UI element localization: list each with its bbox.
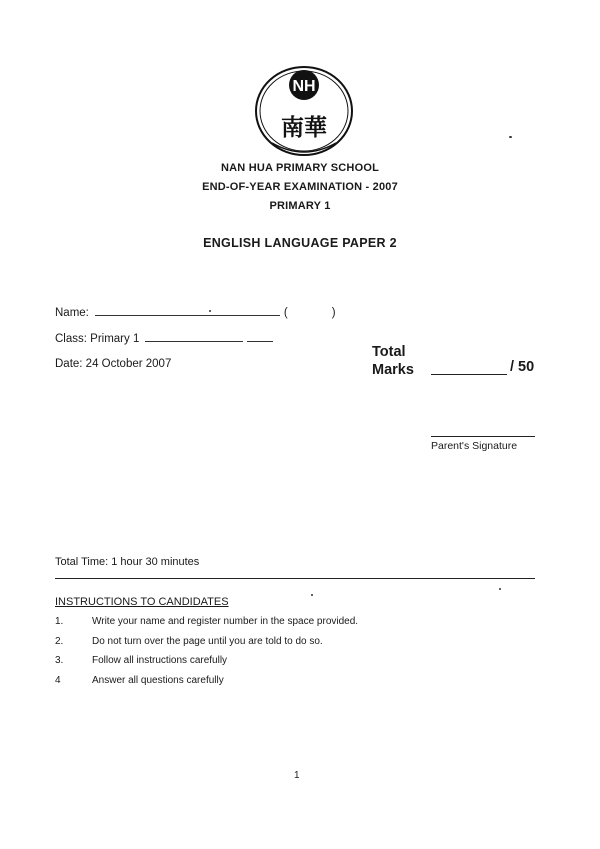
class-input-line-end[interactable] xyxy=(247,331,273,342)
instruction-text: Do not turn over the page until you are told to do so. xyxy=(92,635,323,647)
marks-label: Marks xyxy=(372,362,414,378)
signature-line[interactable] xyxy=(431,436,535,437)
instruction-number: 4 xyxy=(55,674,61,686)
paper-title: ENGLISH LANGUAGE PAPER 2 xyxy=(203,236,397,250)
instruction-text: Answer all questions carefully xyxy=(92,674,224,686)
crest-monogram: NH xyxy=(292,78,316,95)
marks-out-of: / 50 xyxy=(510,359,535,375)
register-open-paren: ( xyxy=(283,307,288,319)
crest-chinese-name: 南華 xyxy=(281,115,327,141)
scan-speck xyxy=(209,310,211,312)
name-label: Name: xyxy=(55,307,89,319)
school-crest-icon xyxy=(254,65,354,157)
instruction-number: 3. xyxy=(55,655,64,666)
name-field-row xyxy=(55,305,336,319)
scan-speck xyxy=(499,588,501,590)
total-time: Total Time: 1 hour 30 minutes xyxy=(55,556,200,568)
marks-input-line[interactable] xyxy=(431,374,507,375)
instruction-text: Follow all instructions carefully xyxy=(92,655,228,666)
scan-speck xyxy=(311,594,313,596)
instruction-text: Write your name and register number in the space provided. xyxy=(92,616,359,627)
page-number: 1 xyxy=(294,770,300,781)
class-input-line[interactable] xyxy=(145,331,243,342)
class-label: Class: Primary 1 xyxy=(55,333,140,345)
instruction-number: 1. xyxy=(55,616,64,627)
class-field-row xyxy=(55,331,273,345)
instruction-item xyxy=(55,675,535,695)
instruction-item xyxy=(55,636,535,656)
register-close-paren: ) xyxy=(331,307,336,319)
instruction-number: 2. xyxy=(55,635,64,647)
instruction-item xyxy=(55,616,535,636)
signature-label: Parent's Signature xyxy=(431,440,518,452)
grade-level: PRIMARY 1 xyxy=(269,200,331,212)
total-label: Total xyxy=(372,344,406,360)
section-divider xyxy=(55,578,535,579)
scan-speck xyxy=(509,136,512,138)
instruction-item xyxy=(55,655,535,675)
instructions-heading: INSTRUCTIONS TO CANDIDATES xyxy=(55,596,229,608)
exam-title: END-OF-YEAR EXAMINATION - 2007 xyxy=(202,181,398,193)
name-input-line[interactable] xyxy=(95,305,280,316)
instructions-list xyxy=(55,616,535,694)
school-name: NAN HUA PRIMARY SCHOOL xyxy=(221,162,379,174)
exam-date: Date: 24 October 2007 xyxy=(55,358,172,370)
